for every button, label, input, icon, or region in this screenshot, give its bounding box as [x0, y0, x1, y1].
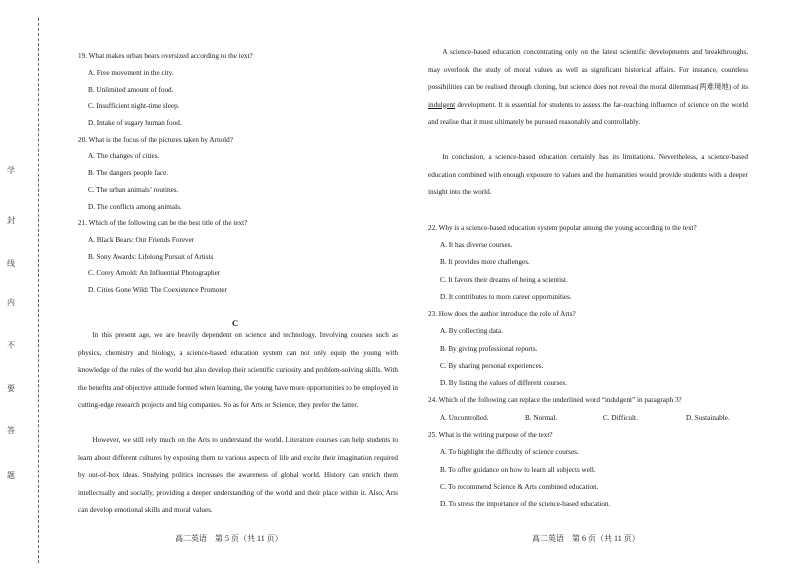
question-22-option-d: D. It contributes to more career opportunities.	[440, 293, 572, 301]
question-20-stem: 20. What is the focus of the pictures taken by Arnold?	[78, 136, 233, 144]
question-24-option-b: B. Normal.	[525, 414, 558, 422]
question-25-option-b: B. To offer guidance on how to learn all subjects well.	[440, 466, 596, 474]
binding-char: 内	[7, 298, 15, 307]
passage-paragraph-3	[428, 44, 748, 132]
question-19-option-a: A. Free movement in the city.	[88, 69, 174, 77]
binding-margin	[0, 0, 58, 575]
binding-cut-line	[38, 18, 39, 563]
paragraph-3-text-end: development. It is essential for students to assess the far-reaching influence of science on the world and realise that it must ultimately be pursued reasonably and controllably.	[428, 100, 748, 126]
binding-char: 封	[7, 216, 15, 225]
binding-char: 不	[7, 341, 15, 350]
question-23-option-d: D. By listing the values of different courses.	[440, 379, 568, 387]
question-19-option-d: D. Intake of sugary human food.	[88, 119, 182, 127]
passage-paragraph-4: In conclusion, a science-based education certainly has its limitations. Nevertheless, a science-based education combined with enough exposure to values and the humanities would provide students with a deeper insight into the world.	[428, 153, 748, 196]
binding-char: 答	[7, 426, 15, 435]
question-19-stem: 19. What makes urban bears oversized according to the text?	[78, 52, 253, 60]
question-21-option-c: C. Corey Arnold: An Influential Photographer	[88, 269, 221, 277]
question-22-option-a: A. It has diverse courses.	[440, 241, 513, 249]
question-21-option-a: A. Black Bears: Our Friends Forever	[88, 236, 195, 244]
question-23-stem: 23. How does the author introduce the role of Arts?	[428, 310, 576, 318]
question-21-stem: 21. Which of the following can be the best title of the text?	[78, 219, 248, 227]
binding-char: 题	[7, 471, 15, 480]
question-22-option-b: B. It provides more challenges.	[440, 258, 530, 266]
question-23-option-c: C. By sharing personal experiences.	[440, 362, 544, 370]
question-24-option-a: A. Uncontrolled.	[440, 414, 489, 422]
question-23-option-a: A. By collecting data.	[440, 327, 503, 335]
question-20-option-b: B. The dangers people face.	[88, 169, 169, 177]
question-19-option-b: B. Unlimited amount of food.	[88, 86, 174, 94]
question-20-option-d: D. The conflicts among animals.	[88, 203, 182, 211]
page-footer-left: 高二英语 第 5 页（共 11 页）	[175, 534, 283, 543]
question-25-option-a: A. To highlight the difficulty of science courses.	[440, 448, 579, 456]
question-24-option-d: D. Sustainable.	[686, 414, 730, 422]
binding-char: 线	[7, 259, 15, 268]
question-21-option-d: D. Cities Gone Wild: The Coexistence Promoter	[88, 286, 227, 294]
binding-char: 学	[7, 166, 15, 175]
question-22-stem: 22. Why is a science-based education system popular among the young according to the text?	[428, 224, 697, 232]
passage-paragraph-2: However, we still rely much on the Arts to understand the world. Literature courses can help students to learn about different cultures by exposing them to various aspects of life and excite their imagination required by out-of-box ideas. Studying politics increases the awareness of global world. History can enrich them intellectually and socially, providing a deeper understanding of the world and their place within it. Also, Arts can develop emotional skills and moral values.	[78, 436, 398, 514]
paragraph-3-text-start: A science-based education concentrating only on the latest scientific developments and breakthroughs, may overlook the study of moral values as well as significant historical affairs. For instance, countless possibilities can be realised through cloning, but science does not reveal the moral dilemmas(两难境地) of its	[428, 48, 748, 91]
question-21-option-b: B. Sony Awards: Lifelong Pursuit of Artists	[88, 253, 214, 261]
question-20-option-a: A. The changes of cities.	[88, 152, 160, 160]
question-20-option-c: C. The urban animals’ routines.	[88, 186, 179, 194]
question-25-option-d: D. To stress the importance of the science-based education.	[440, 500, 611, 508]
question-23-option-b: B. By giving professional reports.	[440, 345, 538, 353]
question-24-stem: 24. Which of the following can replace the underlined word “indulgent” in paragraph 3?	[428, 396, 682, 404]
binding-char: 要	[7, 384, 15, 393]
underlined-word: indulgent	[428, 100, 456, 109]
section-label: C	[232, 318, 239, 328]
passage-paragraph-1: In this present age, we are heavily dependent on science and technology. Involving courses such as physics, chemistry and biology, a science-based education system can not only equip the young with knowledge of the rules of the world but also develop their scientific curiosity and problem-solving skills. With the benefits and objective attitude formed when learning, the young have more opportunities to be employed in cutting-edge research projects and big companies. So as for Arts or Science, they prefer the latter.	[78, 331, 398, 409]
question-19-option-c: C. Insufficient night-time sleep.	[88, 102, 180, 110]
question-24-option-c: C. Difficult.	[603, 414, 638, 422]
question-25-option-c: C. To recommend Science & Arts combined education.	[440, 483, 599, 491]
question-25-stem: 25. What is the writing purpose of the text?	[428, 431, 553, 439]
page-footer-right: 高二英语 第 6 页（共 11 页）	[532, 534, 640, 543]
question-22-option-c: C. It favors their dreams of being a scientist.	[440, 276, 568, 284]
